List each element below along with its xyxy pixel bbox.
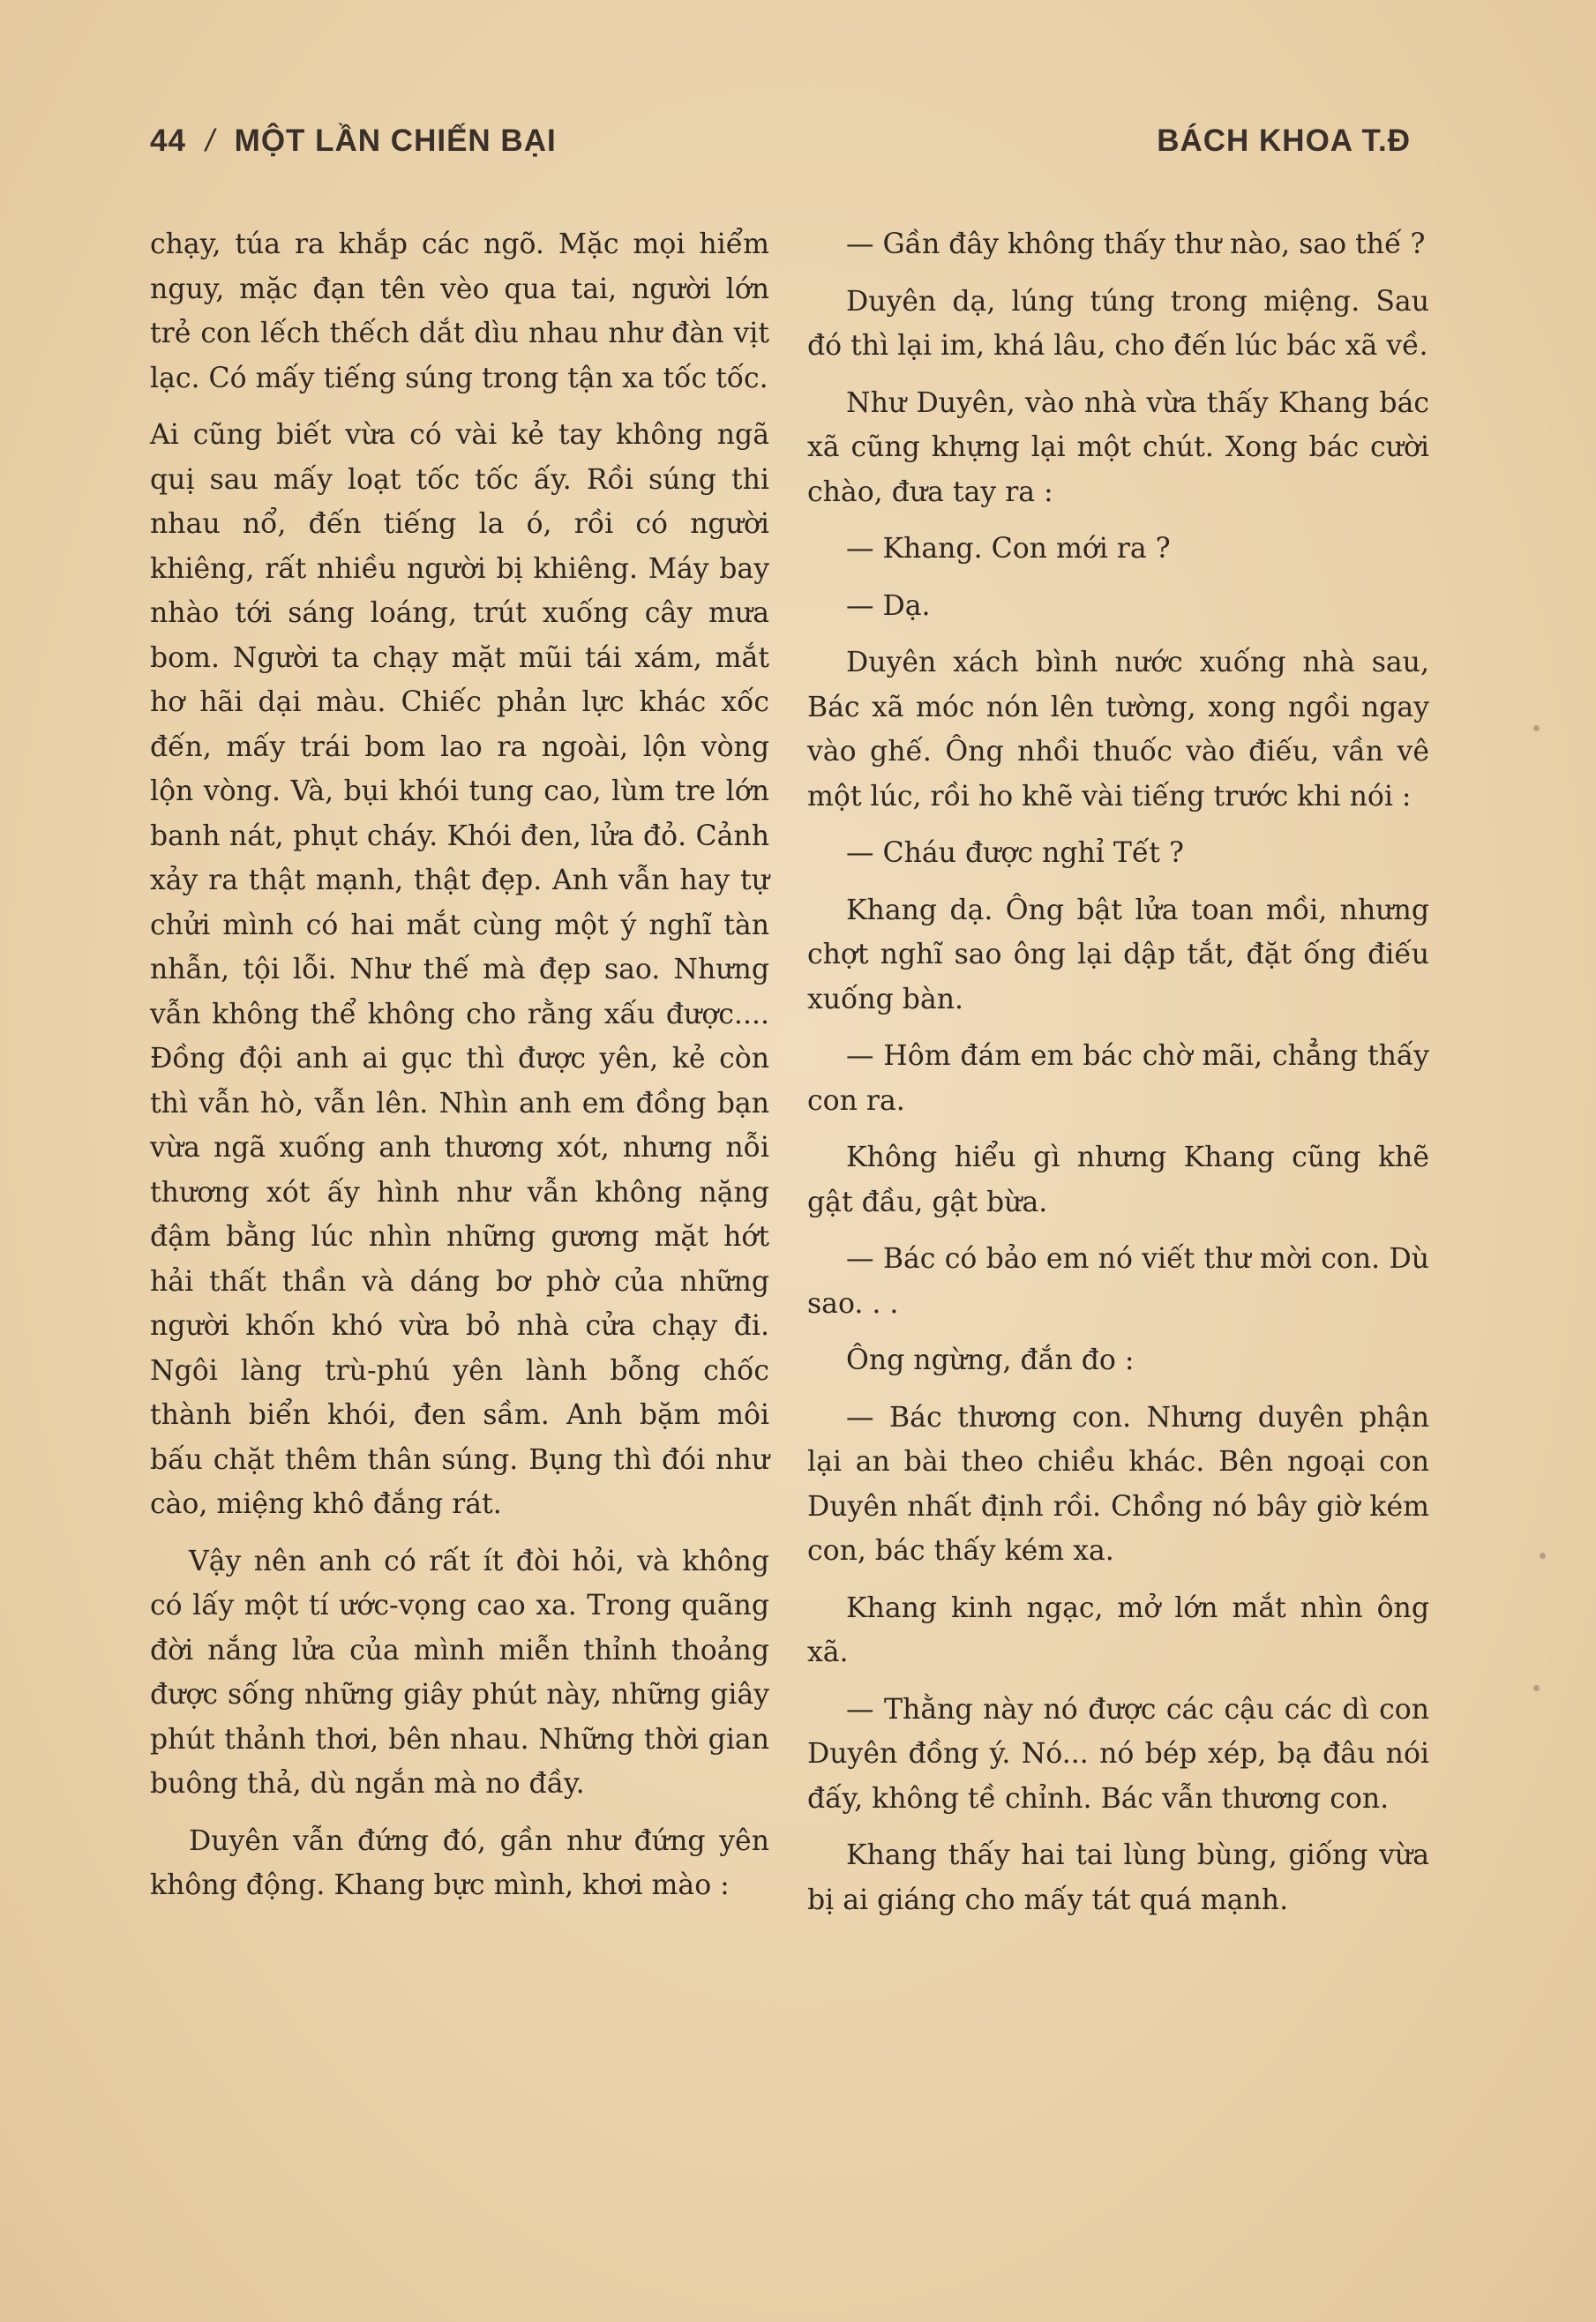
header-left <box>150 124 557 159</box>
paper-speck <box>1533 1685 1540 1691</box>
page-number: 44 <box>150 124 186 158</box>
paragraph: Khang kinh ngạc, mở lớn mắt nhìn ông xã. <box>807 1592 1429 1668</box>
paragraph: Ai cũng biết vừa có vài kẻ tay không ngã quị sau mấy loạt tốc tốc ấy. Rồi súng thi nhau nổ, đến tiếng la ó, rồi có người khiêng, rất nhiều người bị khiêng. Máy bay nhào tới sáng loáng, trút xuống cây mưa bom. Người ta chạy mặt mũi tái xám, mắt hơ hãi dại màu. Chiếc phản lực khác xốc đến, mấy trái bom lao ra ngoài, lộn vòng lộn vòng. Và, bụi khói tung cao, lùm tre lớn banh nát, phụt cháy. Khói đen, lửa đỏ. Cảnh xảy ra thật mạnh, thật đẹp. Anh vẫn hay tự chửi mình có hai mắt cùng một ý nghĩ tàn nhẫn, tội lỗi. Như thế mà đẹp sao. Nhưng vẫn không thể không cho rằng xấu được.... Đồng đội anh ai gục thì được yên, kẻ còn thì vẫn hò, vẫn lên. Nhìn anh em đồng bạn vừa ngã xuống anh thương xót, nhưng nỗi thương xót ấy hình như vẫn không nặng đậm bằng lúc nhìn những gương mặt hớt hải thất thần và dáng bơ phờ của những người khốn khó vừa bỏ nhà cửa chạy đi. Ngôi làng trù-phú yên lành bỗng chốc thành biển khói, đen sầm. Anh bặm môi bấu chặt thêm thân súng. Bụng thì đói như cào, miệng khô đắng rát. <box>150 419 769 1520</box>
dialogue-line: — Khang. Con mới ra ? <box>846 533 1171 565</box>
paragraph: Duyên xách bình nước xuống nhà sau, Bác xã móc nón lên tường, xong ngồi ngay vào ghế. Ông nhồi thuốc vào điếu, vần vê một lúc, rồi ho khẽ vài tiếng trước khi nói : <box>807 647 1429 813</box>
paragraph: Ông ngừng, đắn đo : <box>846 1345 1135 1376</box>
dialogue-line: — Bác thương con. Nhưng duyên phận lại an bài theo chiều khác. Bên ngoại con Duyên nhất định rồi. Chồng nó bây giờ kém con, bác thấy kém xa. <box>807 1401 1429 1567</box>
publication-name: BÁCH KHOA T.Đ <box>1157 124 1411 158</box>
page-header <box>150 124 1411 168</box>
paragraph: chạy, túa ra khắp các ngõ. Mặc mọi hiểm nguy, mặc đạn tên vèo qua tai, người lớn trẻ con lếch thếch dắt dìu nhau như đàn vịt lạc. Có mấy tiếng súng trong tận xa tốc tốc. <box>150 228 769 394</box>
right-column <box>807 222 1429 1935</box>
dialogue-line: — Gần đây không thấy thư nào, sao thế ? <box>846 228 1426 260</box>
paragraph: Khang dạ. Ông bật lửa toan mồi, nhưng chợt nghĩ sao ông lại dập tắt, đặt ống điếu xuống bàn. <box>807 894 1429 1015</box>
paper-speck <box>1533 725 1540 731</box>
dialogue-line: — Cháu được nghỉ Tết ? <box>846 837 1184 869</box>
paragraph: Không hiểu gì nhưng Khang cũng khẽ gật đầu, gật bừa. <box>807 1142 1429 1218</box>
dialogue-line: — Dạ. <box>846 589 931 622</box>
paper-speck <box>1540 1553 1546 1559</box>
paragraph: Duyên vẫn đứng đó, gần như đứng yên không động. Khang bực mình, khơi mào : <box>150 1824 769 1901</box>
dialogue-line: — Thằng này nó được các cậu các dì con Duyên đồng ý. Nó... nó bép xép, bạ đâu nói đấy, không tề chỉnh. Bác vẫn thương con. <box>807 1693 1429 1815</box>
dialogue-line: — Bác có bảo em nó viết thư mời con. Dù sao. . . <box>807 1243 1429 1320</box>
dialogue-line: — Hôm đám em bác chờ mãi, chẳng thấy con ra. <box>807 1040 1429 1117</box>
left-column <box>150 222 769 1921</box>
paragraph: Như Duyên, vào nhà vừa thấy Khang bác xã cũng khựng lại một chút. Xong bác cười chào, đưa tay ra : <box>807 386 1429 508</box>
header-separator: / <box>205 124 215 158</box>
paragraph: Vậy nên anh có rất ít đòi hỏi, và không có lấy một tí ước-vọng cao xa. Trong quãng đời nắng lửa của mình miễn thỉnh thoảng được sống những giây phút này, những giây phút thảnh thơi, bên nhau. Những thời gian buông thả, dù ngắn mà no đầy. <box>150 1545 769 1800</box>
paragraph: Khang thấy hai tai lùng bùng, giống vừa bị ai giáng cho mấy tát quá mạnh. <box>807 1839 1429 1916</box>
paragraph: Duyên dạ, lúng túng trong miệng. Sau đó thì lại im, khá lâu, cho đến lúc bác xã về. <box>807 285 1429 362</box>
story-title: MỘT LẦN CHIẾN BẠI <box>234 124 557 158</box>
